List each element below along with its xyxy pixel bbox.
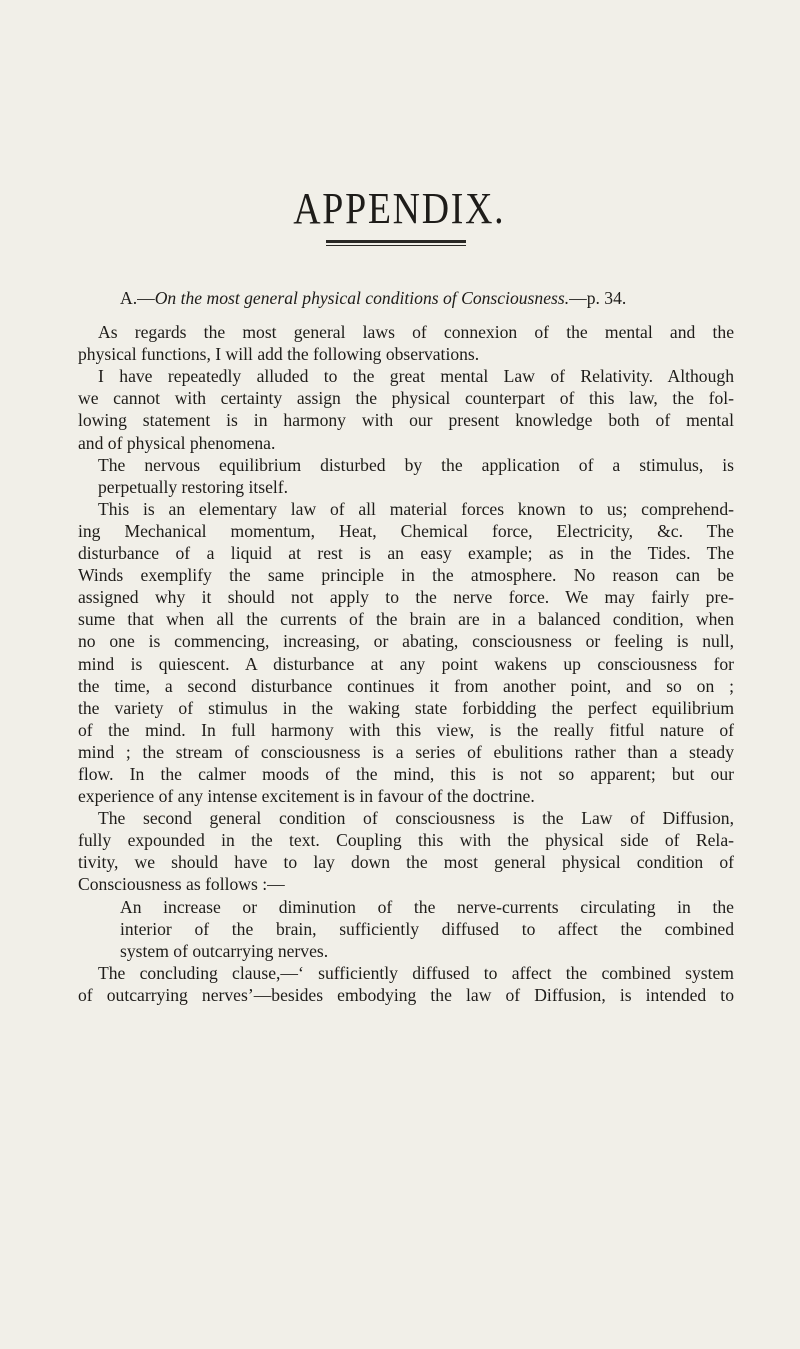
heading-rule-thin <box>326 245 466 246</box>
text-line: This is an elementary law of all material forces known to us; comprehend- <box>98 498 734 519</box>
section-caption <box>78 287 734 309</box>
text-line: sume that when all the currents of the brain are in a balanced condition, when <box>78 609 734 630</box>
text-line: The nervous equilibrium disturbed by the application of a stimulus, is <box>98 454 734 475</box>
indented-statement <box>78 896 734 962</box>
text-line: flow. In the calmer moods of the mind, this is not so apparent; but our <box>78 763 734 784</box>
text-line: perpetually restoring itself. <box>98 476 289 497</box>
text-line: mind is quiescent. A disturbance at any point wakens up consciousness for <box>78 653 734 674</box>
text-line: experience of any intense excitement is in favour of the doctrine. <box>78 786 535 807</box>
paragraph <box>78 807 734 895</box>
text-line: disturbance of a liquid at rest is an easy example; as in the Tides. The <box>78 543 734 564</box>
paragraph <box>78 962 734 1006</box>
text-line: of outcarrying nerves’—besides embodying the law of Diffusion, is intended to <box>78 984 734 1005</box>
section-page-ref: —p. 34. <box>569 288 627 308</box>
text-line: system of outcarrying nerves. <box>120 940 329 961</box>
appendix-heading: APPENDIX. <box>293 184 506 233</box>
text-line: of the mind. In full harmony with this view, is the really fitful nature of <box>78 719 734 740</box>
paragraph <box>78 498 734 807</box>
text-line: Consciousness as follows :— <box>78 874 285 895</box>
text-line: physical functions, I will add the following observations. <box>78 344 480 365</box>
text-line: assigned why it should not apply to the nerve force. We may fairly pre- <box>78 587 734 608</box>
text-line: the time, a second disturbance continues it from another point, and so on ; <box>78 675 734 696</box>
text-line: The concluding clause,—‘ sufficiently diffused to affect the combined system <box>98 962 734 983</box>
appendix-body <box>78 287 734 1006</box>
text-line: Winds exemplify the same principle in the atmosphere. No reason can be <box>78 565 734 586</box>
paragraph <box>78 321 734 365</box>
text-line: I have repeatedly alluded to the great mental Law of Relativity. Although <box>98 366 734 387</box>
text-line: the variety of stimulus in the waking state forbidding the perfect equilibrium <box>78 697 734 718</box>
text-line: mind ; the stream of consciousness is a series of ebulitions rather than a steady <box>78 741 734 762</box>
text-line: ing Mechanical momentum, Heat, Chemical force, Electricity, &c. The <box>78 520 734 541</box>
text-line: As regards the most general laws of connexion of the mental and the <box>98 322 734 343</box>
text-line: The second general condition of consciousness is the Law of Diffusion, <box>98 808 734 829</box>
text-line: An increase or diminution of the nerve-currents circulating in the <box>120 896 734 917</box>
text-line: no one is commencing, increasing, or abating, consciousness or feeling is null, <box>78 631 734 652</box>
section-title: On the most general physical conditions of Consciousness. <box>154 288 570 308</box>
text-line: tivity, we should have to lay down the most general physical condition of <box>78 852 734 873</box>
paragraph <box>78 454 734 498</box>
section-dash: — <box>137 288 155 308</box>
heading-rule-thick <box>326 240 466 243</box>
text-line: interior of the brain, sufficiently diffused to affect the combined <box>120 918 734 939</box>
text-line: and of physical phenomena. <box>78 432 276 453</box>
text-line: fully expounded in the text. Coupling this with the physical side of Rela- <box>78 830 734 851</box>
section-letter: A. <box>120 288 138 308</box>
text-line: we cannot with certainty assign the physical counterpart of this law, the fol- <box>78 388 734 409</box>
paragraph <box>78 365 734 453</box>
text-line: lowing statement is in harmony with our present knowledge both of mental <box>78 410 734 431</box>
